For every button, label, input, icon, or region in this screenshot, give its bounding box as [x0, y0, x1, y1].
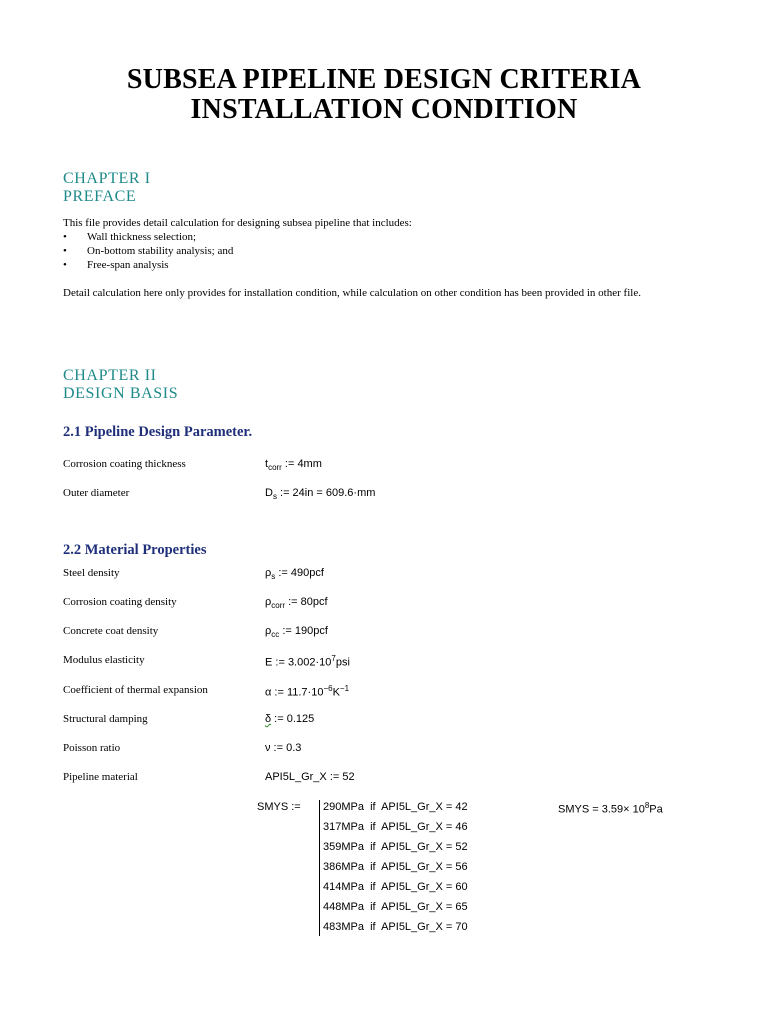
param-row-material	[0, 771, 768, 791]
bullet-text: Wall thickness selection;	[87, 231, 197, 243]
param-label: Pipeline material	[63, 771, 138, 783]
param-value: δ := 0.125	[265, 713, 315, 725]
param-label: Structural damping	[63, 713, 148, 725]
param-label: Steel density	[63, 567, 120, 579]
param-row-outer-diameter	[0, 487, 768, 507]
param-value: API5L_Gr_X := 52	[265, 771, 355, 783]
param-value: $\rho_{corr}$ := 80pcf	[265, 596, 328, 611]
param-value: ν := 0.3	[265, 742, 302, 754]
piecewise-bracket	[319, 800, 320, 936]
param-row-steel-density	[0, 567, 768, 587]
param-value: α := $11.7\cdot 10^{-6}K^{-1}$	[265, 684, 350, 699]
bullet-text: On-bottom stability analysis; and	[87, 245, 234, 257]
bullet-text: Free-span analysis	[87, 259, 169, 271]
smys-case-row: 448MPa if API5L_Gr_X = 65	[323, 901, 468, 913]
smys-lhs: SMYS :=	[257, 801, 301, 813]
chapter2-subheading: DESIGN BASIS	[63, 385, 179, 402]
chapter1-subheading: PREFACE	[63, 188, 137, 205]
param-value: $D_s$ := 24in = 609.6·mm	[265, 487, 376, 502]
document-title-line2: INSTALLATION CONDITION	[190, 94, 578, 125]
smys-case-row: 483MPa if API5L_Gr_X = 70	[323, 921, 468, 933]
bullet-item	[0, 245, 768, 259]
smys-case-row: 317MPa if API5L_Gr_X = 46	[323, 821, 468, 833]
note-text: Detail calculation here only provides for installation condition, while calculation on other condition has been provided in other file.	[63, 287, 641, 299]
param-label: Outer diameter	[63, 487, 130, 499]
bullet-item	[0, 259, 768, 273]
param-value: $t_{corr}$ := 4mm	[265, 458, 322, 473]
bullet-item	[0, 231, 768, 245]
smys-case-row: 359MPa if API5L_Gr_X = 52	[323, 841, 468, 853]
param-row-concrete-density	[0, 625, 768, 645]
param-row-corrosion-thickness	[0, 458, 768, 478]
document-title-line1: SUBSEA PIPELINE DESIGN CRITERIA	[126, 64, 642, 95]
param-label: Corrosion coating thickness	[63, 458, 186, 470]
param-label: Coefficient of thermal expansion	[63, 684, 208, 696]
param-row-modulus	[0, 654, 768, 674]
param-row-thermal-expansion	[0, 684, 768, 704]
param-value: E := $3.002\cdot 10^7psi$	[265, 654, 350, 669]
param-label: Corrosion coating density	[63, 596, 177, 608]
section-2-2-heading: 2.2 Material Properties	[63, 542, 207, 558]
smys-case-row: 386MPa if API5L_Gr_X = 56	[323, 861, 468, 873]
smys-case-row: 414MPa if API5L_Gr_X = 60	[323, 881, 468, 893]
param-label: Modulus elasticity	[63, 654, 145, 666]
param-row-corrosion-density	[0, 596, 768, 616]
param-value: $\rho_s$ := 490pcf	[265, 567, 324, 582]
intro-text: This file provides detail calculation for designing subsea pipeline that includes:	[63, 217, 412, 229]
bullet-dot-icon: •	[63, 231, 67, 243]
smys-case-row: 290MPa if API5L_Gr_X = 42	[323, 801, 468, 813]
smys-result: SMYS = $3.59\times 10^8Pa$	[558, 801, 663, 816]
param-row-damping	[0, 713, 768, 733]
param-label: Poisson ratio	[63, 742, 121, 754]
chapter1-heading: CHAPTER I	[63, 170, 151, 187]
bullet-dot-icon: •	[63, 259, 67, 271]
param-label: Concrete coat density	[63, 625, 159, 637]
param-row-poisson	[0, 742, 768, 762]
param-value: $\rho_{cc}$ := 190pcf	[265, 625, 328, 640]
chapter2-heading: CHAPTER II	[63, 367, 157, 384]
bullet-dot-icon: •	[63, 245, 67, 257]
section-2-1-heading: 2.1 Pipeline Design Parameter.	[63, 424, 253, 440]
